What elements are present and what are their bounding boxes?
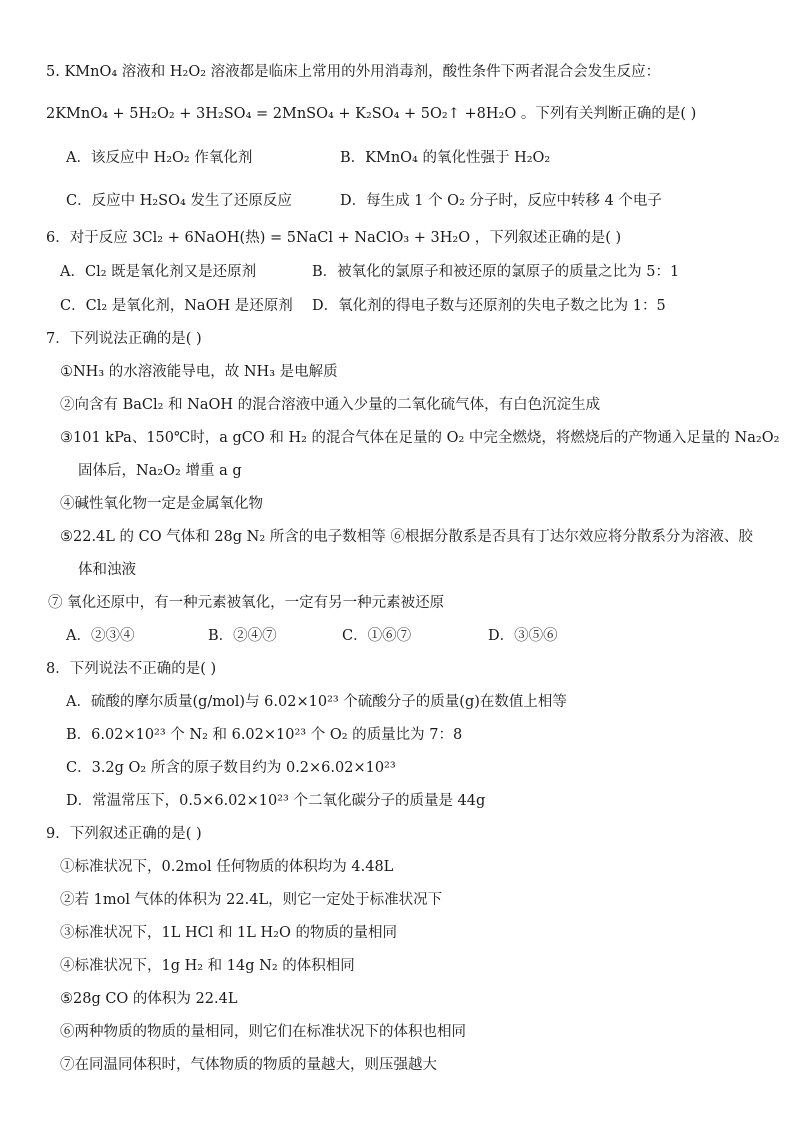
q6-option-a: A．Cl₂ 既是氧化剂又是还原剂 <box>60 264 257 280</box>
q7-stem: 7．下列说法正确的是( ) <box>46 331 202 347</box>
q8-option-b: B．6.02×10²³ 个 N₂ 和 6.02×10²³ 个 O₂ 的质量比为 7：8 <box>66 727 463 743</box>
q8-stem: 8．下列说法不正确的是( ) <box>46 661 217 677</box>
q8-option-a: A．硫酸的摩尔质量(g/mol)与 6.02×10²³ 个硫酸分子的质量(g)在数值上相等 <box>66 694 567 710</box>
q9-item: ②若 1mol 气体的体积为 22.4L，则它一定处于标准状况下 <box>60 892 443 908</box>
q5-option-d: D．每生成 1 个 O₂ 分子时，反应中转移 4 个电子 <box>340 193 662 209</box>
q7-item: ③101 kPa、150℃时，a gCO 和 H₂ 的混合气体在足量的 O₂ 中完全燃烧，将燃烧后的产物通入足量的 Na₂O₂ <box>60 430 780 446</box>
q9-stem: 9．下列叙述正确的是( ) <box>46 826 202 842</box>
q5-equation: 2KMnO₄ + 5H₂O₂ + 3H₂SO₄ = 2MnSO₄ + K₂SO₄ + 5O₂↑ +8H₂O 。下列有关判断正确的是( ) <box>46 106 697 122</box>
q5-stem: 5. KMnO₄ 溶液和 H₂O₂ 溶液都是临床上常用的外用消毒剂，酸性条件下两者混合会发生反应： <box>46 64 661 80</box>
q7-item: ①NH₃ 的水溶液能导电，故 NH₃ 是电解质 <box>60 364 338 380</box>
q6-option-c: C．Cl₂ 是氧化剂，NaOH 是还原剂 <box>60 298 293 314</box>
q7-option-a: A．②③④ <box>66 628 135 644</box>
q5-option-a: A．该反应中 H₂O₂ 作氧化剂 <box>66 150 253 166</box>
q7-option-d: D．③⑤⑥ <box>488 628 558 644</box>
q9-item: ⑥两种物质的物质的量相同，则它们在标准状况下的体积也相同 <box>60 1024 466 1040</box>
q6-stem: 6．对于反应 3Cl₂ + 6NaOH(热) = 5NaCl + NaClO₃ + 3H₂O ，下列叙述正确的是( ) <box>46 230 622 246</box>
q7-item: ②向含有 BaCl₂ 和 NaOH 的混合溶液中通入少量的二氧化硫气体，有白色沉淀生成 <box>60 397 601 413</box>
q7-option-c: C．①⑥⑦ <box>342 628 412 644</box>
q5-option-b: B．KMnO₄ 的氧化性强于 H₂O₂ <box>340 150 551 166</box>
q7-item: ⑤22.4L 的 CO 气体和 28g N₂ 所含的电子数相等 ⑥根据分散系是否具有丁达尔效应将分散系分为溶液、胶 <box>60 529 753 545</box>
q9-item: ④标准状况下，1g H₂ 和 14g N₂ 的体积相同 <box>60 958 355 974</box>
q8-option-d: D．常温常压下，0.5×6.02×10²³ 个二氧化碳分子的质量是 44g <box>66 793 486 809</box>
q5-option-c: C．反应中 H₂SO₄ 发生了还原反应 <box>66 193 292 209</box>
q6-option-b: B．被氧化的氯原子和被还原的氯原子的质量之比为 5：1 <box>312 264 680 280</box>
q7-item: ⑦ 氧化还原中，有一种元素被氧化，一定有另一种元素被还原 <box>48 595 445 611</box>
q9-item: ③标准状况下，1L HCl 和 1L H₂O 的物质的量相同 <box>60 925 397 941</box>
q9-item: ⑤28g CO 的体积为 22.4L <box>60 991 238 1007</box>
q8-option-c: C．3.2g O₂ 所含的原子数目约为 0.2×6.02×10²³ <box>66 760 396 776</box>
q6-option-d: D．氧化剂的得电子数与还原剂的失电子数之比为 1：5 <box>312 298 666 314</box>
q7-option-b: B．②④⑦ <box>208 628 277 644</box>
q9-item: ①标准状况下，0.2mol 任何物质的体积均为 4.48L <box>60 859 394 875</box>
q7-item: 体和浊液 <box>78 562 136 578</box>
q7-item: 固体后，Na₂O₂ 增重 a g <box>78 463 242 479</box>
q9-item: ⑦在同温同体积时，气体物质的物质的量越大，则压强越大 <box>60 1057 437 1073</box>
q7-item: ④碱性氧化物一定是金属氧化物 <box>60 496 263 512</box>
